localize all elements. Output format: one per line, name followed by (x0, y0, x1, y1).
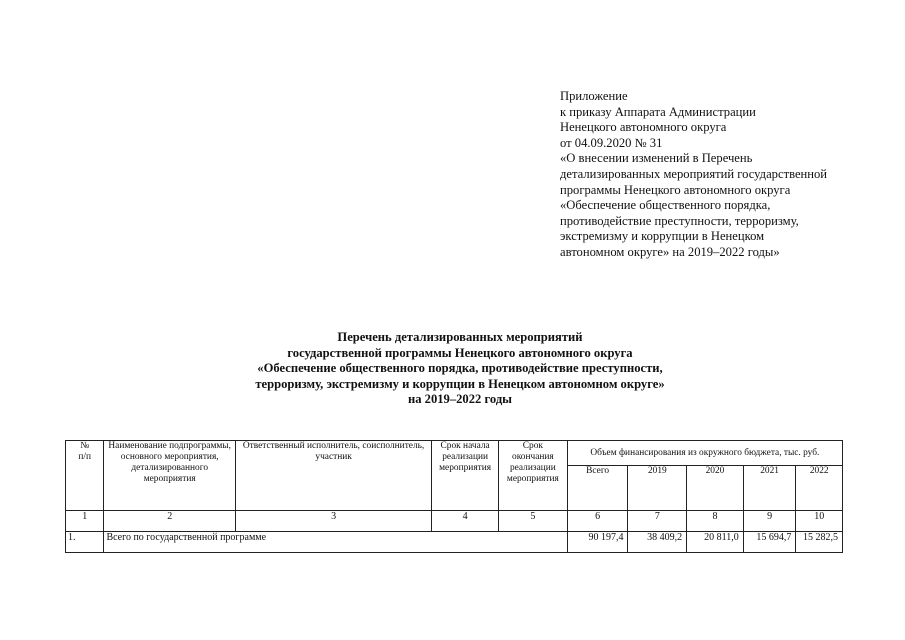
column-number-row (66, 511, 843, 532)
row-2022: 15 282,5 (796, 532, 843, 553)
header-year-2022: 2022 (796, 466, 843, 511)
header-year-2019: 2019 (628, 466, 687, 511)
header-num-abbr: п/п (78, 452, 92, 462)
column-number: 4 (432, 511, 499, 532)
title-line: Перечень детализированных мероприятий (337, 330, 583, 344)
header-total: Всего (567, 466, 628, 511)
column-number: 2 (104, 511, 236, 532)
header-num (66, 441, 104, 511)
appendix-line: программы Ненецкого автономного округа (560, 182, 791, 197)
column-number: 8 (687, 511, 744, 532)
row-2019: 38 409,2 (628, 532, 687, 553)
row-2020: 20 811,0 (687, 532, 744, 553)
header-year-2021: 2021 (743, 466, 796, 511)
header-start-date: Срок начала реализации мероприятия (432, 441, 499, 511)
header-funding: Объем финансирования из окружного бюджета, тыс. руб. (567, 441, 842, 466)
column-number: 7 (628, 511, 687, 532)
column-number: 5 (498, 511, 567, 532)
header-year-2020: 2020 (687, 466, 744, 511)
appendix-line: экстремизму и коррупции в Ненецком (560, 229, 765, 244)
column-number: 3 (235, 511, 431, 532)
appendix-line: противодействие преступности, терроризму, (560, 213, 799, 228)
title-line: терроризму, экстремизму и коррупции в Ненецком автономном округе» (255, 376, 665, 391)
header-executor: Ответственный исполнитель, соисполнитель, участник (235, 441, 431, 511)
row-total: 90 197,4 (567, 532, 628, 553)
appendix-line: детализированных мероприятий государственной (560, 166, 828, 181)
appendix-line: Приложение (560, 89, 628, 103)
appendix-block (560, 89, 860, 261)
appendix-line: Ненецкого автономного округа (560, 120, 727, 135)
column-number: 10 (796, 511, 843, 532)
header-end-date: Срок окончания реализации мероприятия (498, 441, 567, 511)
appendix-line: «Обеспечение общественного порядка, (560, 198, 771, 213)
column-number: 6 (567, 511, 628, 532)
row-2021: 15 694,7 (743, 532, 796, 553)
appendix-line: к приказу Аппарата Администрации (560, 104, 756, 119)
appendix-line: автономном округе» на 2019–2022 годы» (560, 244, 780, 259)
header-num-symbol: № (80, 441, 90, 451)
table-row (66, 532, 843, 553)
appendix-line: «О внесении изменений в Перечень (560, 151, 753, 166)
header-row (66, 441, 843, 466)
title-line: «Обеспечение общественного порядка, противодействие преступности, (257, 361, 663, 376)
document-title (200, 330, 720, 408)
header-name: Наименование подпрограммы, основного мероприятия, детализированного мероприятия (104, 441, 236, 511)
title-line: на 2019–2022 годы (407, 392, 513, 407)
measures-table (65, 440, 843, 553)
column-number: 1 (66, 511, 104, 532)
appendix-line: от 04.09.2020 № 31 (560, 135, 663, 150)
row-number: 1. (66, 532, 104, 553)
row-name: Всего по государственной программе (104, 532, 567, 553)
title-line: государственной программы Ненецкого автономного округа (287, 345, 633, 360)
column-number: 9 (743, 511, 796, 532)
